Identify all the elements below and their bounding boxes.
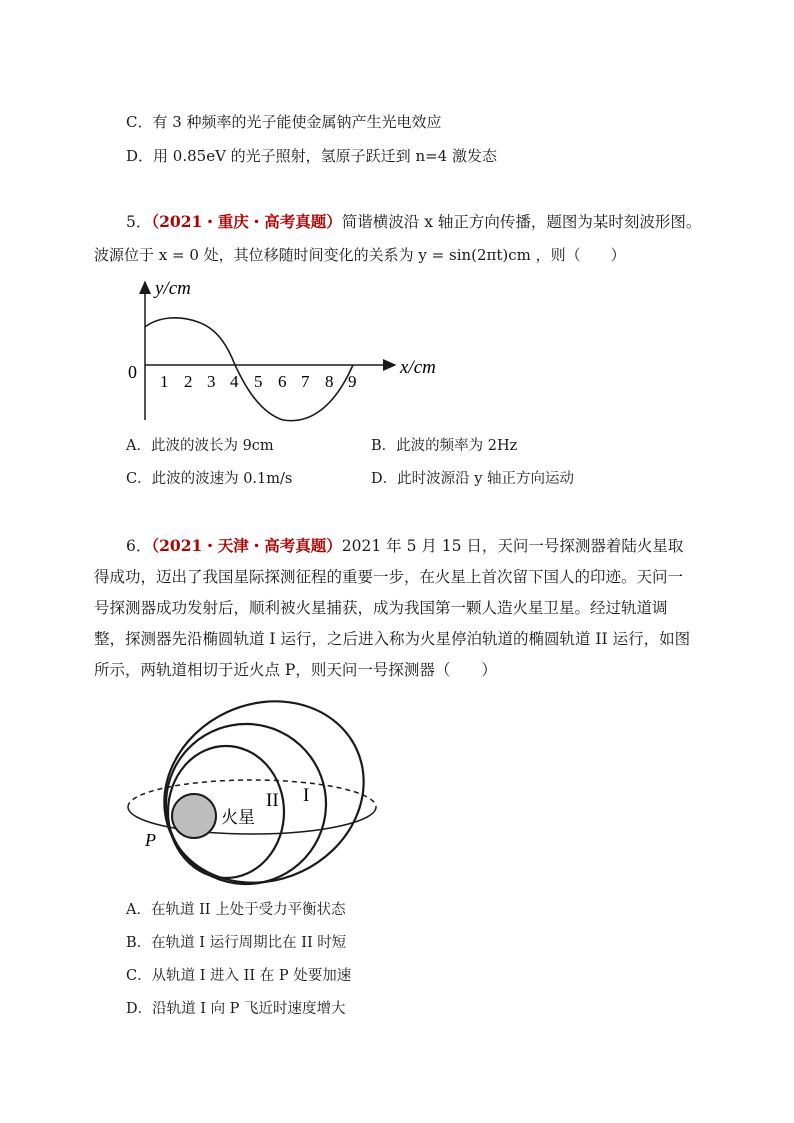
q5-stem-line2: 波源位于 x = 0 处，其位移随时间变化的关系为 y = sin(2πt)cm ，则（ ） [94, 246, 626, 264]
q6-stem [94, 530, 698, 686]
prev-option-c: C．有 3 种频率的光子能使金属钠产生光电效应 [126, 113, 442, 131]
q5-stem-text: 简谐横波沿 x 轴正方向传播，题图为某时刻波形图。 [341, 213, 702, 231]
q6-source: （2021・天津・高考真题） [151, 536, 342, 555]
orbit-i [134, 700, 388, 890]
mars-planet [172, 794, 216, 838]
wave-curve [145, 318, 353, 421]
q5-number: 5． [126, 213, 152, 231]
prev-option-d: D．用 0.85eV 的光子照射，氢原子跃迁到 n=4 激发态 [126, 147, 497, 165]
q6-stem-text: 2021 年 5 月 15 日，天问一号探测器着陆火星取得成功，迈出了我国星际探测征程的重要一步，在火星上首次留下国人的印迹。天问一号探测器成功发射后，顺利被火星捕获，成为我国第一颗人造火星卫星。经过轨道调整，探测器先沿椭圆轨道 I 运行，之后进入称为火星停泊轨道的椭圆轨道 II 运行，如图所示，两轨道相切于近火点 P，则天问一号探测器（ ） [94, 537, 691, 679]
x-tick-5: 5 [254, 372, 263, 391]
point-p-label: P [145, 830, 156, 850]
origin-label: 0 [128, 362, 137, 382]
q6-option-b: B．在轨道 I 运行周期比在 II 时短 [126, 935, 347, 951]
mars-label: 火星 [221, 808, 255, 827]
x-tick-7: 7 [301, 372, 310, 391]
y-axis-label: y/cm [155, 278, 191, 299]
q5-source: （2021・重庆・高考真题） [151, 212, 342, 231]
x-axis-label: x/cm [400, 357, 436, 378]
q6-option-a: A．在轨道 II 上处于受力平衡状态 [126, 902, 346, 918]
q6-orbit-figure [118, 700, 388, 890]
x-tick-4: 4 [230, 372, 239, 391]
x-tick-1: 1 [160, 372, 169, 391]
q5-stem-line1 [126, 212, 701, 232]
x-tick-9: 9 [348, 372, 357, 391]
q5-option-d: D．此时波源沿 y 轴正方向运动 [371, 471, 575, 487]
q6-option-c: C．从轨道 I 进入 II 在 P 处要加速 [126, 968, 352, 984]
q5-wave-graph [118, 272, 458, 432]
orbit-ii-label: II [266, 790, 279, 811]
x-tick-8: 8 [325, 372, 334, 391]
x-tick-6: 6 [278, 372, 287, 391]
x-tick-3: 3 [207, 372, 216, 391]
q6-number: 6． [126, 537, 152, 555]
x-tick-2: 2 [184, 372, 193, 391]
q6-option-d: D．沿轨道 I 向 P 飞近时速度增大 [126, 1001, 346, 1017]
q5-option-b: B．此波的频率为 2Hz [371, 438, 518, 454]
q5-option-c: C．此波的波速为 0.1m/s [126, 471, 293, 487]
q5-option-a: A．此波的波长为 9cm [126, 438, 274, 454]
orbit-i-label: I [303, 785, 310, 806]
